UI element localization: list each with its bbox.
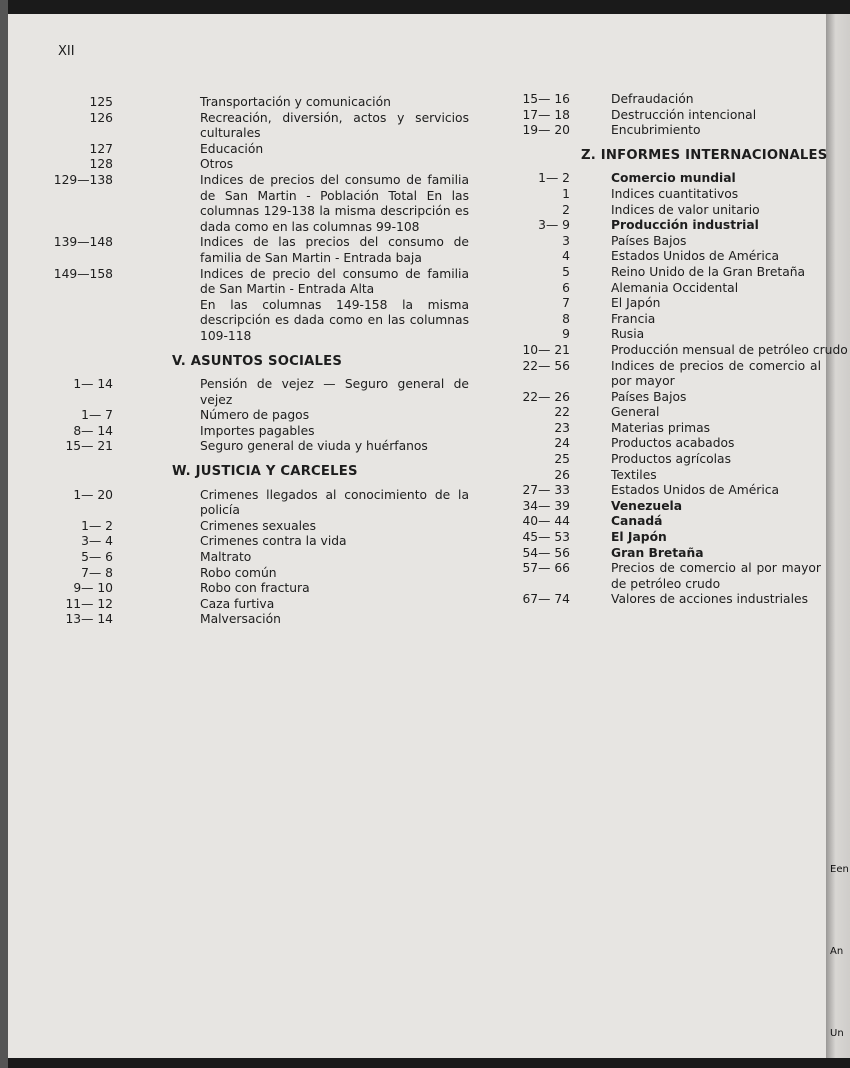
page-edge: [0, 0, 8, 1068]
entry-description: Defraudación: [611, 92, 694, 106]
index-entry: [40, 298, 469, 345]
entry-description: Producción industrial: [611, 218, 759, 233]
column-range: 149—158: [53, 266, 113, 281]
entry-description: Comercio mundial: [611, 171, 736, 186]
entry-description: Encubrimiento: [611, 123, 701, 138]
column-range: 9— 10: [73, 581, 113, 596]
entry-description: Educación: [200, 141, 264, 156]
index-entry: [500, 390, 850, 406]
index-entry: [40, 519, 469, 535]
index-entry: [500, 249, 850, 265]
index-entry: [500, 359, 850, 390]
entry-description: Otros: [200, 157, 234, 172]
entry-description: Valores de acciones industriales: [611, 592, 808, 607]
index-entry: [40, 424, 469, 440]
entry-description: Gran Bretaña: [611, 545, 704, 560]
index-entry: [500, 499, 850, 515]
column-range: 1— 20: [73, 487, 113, 502]
index-entry: [500, 281, 850, 297]
entry-description: Países Bajos: [611, 389, 687, 404]
left-column: [40, 95, 469, 628]
index-entry: [500, 483, 850, 499]
bleed-text: Een: [830, 864, 849, 875]
column-range: 127: [89, 141, 113, 156]
entry-description: Crimenes llegados al conocimiento de la policía: [200, 487, 469, 518]
index-entry: [500, 530, 850, 546]
index-entry: [40, 566, 469, 582]
index-entry: [500, 92, 850, 108]
entry-description: Venezuela: [611, 498, 683, 513]
column-range: 13— 14: [65, 612, 113, 627]
entry-description: General: [611, 405, 660, 420]
index-entry: [40, 377, 469, 408]
entry-description: Alemania Occidental: [611, 280, 739, 295]
column-range: 8— 14: [73, 423, 113, 438]
entry-description: Productos acabados: [611, 436, 735, 451]
index-entry: [500, 203, 850, 219]
column-range: 26: [554, 467, 570, 482]
index-entry: [500, 452, 850, 468]
page-number: XII: [58, 44, 75, 59]
column-range: 10— 21: [522, 342, 570, 357]
section-heading: Z. INFORMES INTERNACIONALES: [581, 147, 828, 163]
index-entry: [40, 612, 469, 628]
column-range: 3: [562, 233, 570, 248]
index-entry: [500, 171, 850, 187]
column-range: 5— 6: [81, 550, 113, 565]
entry-description: Crimenes contra la vida: [200, 534, 347, 549]
index-entry: [40, 550, 469, 566]
column-range: 1— 2: [538, 171, 570, 186]
column-range: 7: [562, 296, 570, 311]
index-entry: [500, 123, 850, 139]
entry-description: El Japón: [611, 530, 667, 545]
index-entry: [500, 561, 850, 592]
column-range: 2: [562, 202, 570, 217]
entry-description: Recreación, diversión, actos y servicios culturales: [200, 110, 469, 141]
entry-description: Destrucción intencional: [611, 107, 757, 122]
entry-description: El Japón: [611, 296, 661, 311]
column-range: 67— 74: [522, 592, 570, 607]
index-entry: [500, 343, 850, 359]
entry-description: Indices de valor unitario: [611, 202, 760, 217]
entry-description: Textiles: [611, 467, 657, 482]
entry-description: Estados Unidos de América: [611, 249, 780, 264]
index-entry: [500, 187, 850, 203]
column-range: 126: [89, 110, 113, 125]
index-entry: [500, 108, 850, 124]
index-entry: [500, 405, 850, 421]
column-range: 45— 53: [522, 530, 570, 545]
index-entry: [40, 95, 469, 111]
entry-description: En las columnas 149-158 la misma descripción es dada como en las columnas 109-118: [200, 297, 469, 343]
index-entry: [500, 327, 850, 343]
column-range: 15— 21: [65, 439, 113, 454]
index-entry: [40, 157, 469, 173]
entry-description: Caza furtiva: [200, 596, 275, 611]
column-range: 1: [562, 186, 570, 201]
column-range: 139—148: [53, 235, 113, 250]
entry-description: Producción mensual de petróleo crudo: [611, 342, 848, 357]
entry-description: Materias primas: [611, 420, 711, 435]
section-heading: W. JUSTICIA Y CARCELES: [172, 464, 358, 480]
entry-description: Seguro general de viuda y huérfanos: [200, 439, 428, 454]
index-entry: [40, 408, 469, 424]
right-column: [500, 92, 850, 608]
column-range: 3— 4: [81, 534, 113, 549]
index-entry: [500, 218, 850, 234]
column-range: 9: [562, 327, 570, 342]
entry-description: Indices de las precios del consumo de familia de San Martin - Entrada baja: [200, 235, 469, 265]
entry-description: Importes pagables: [200, 423, 315, 438]
entry-description: Países Bajos: [611, 233, 687, 248]
bleed-text: An: [830, 946, 844, 957]
index-entry: [40, 173, 469, 235]
column-range: 3— 9: [538, 218, 570, 233]
index-entry: [40, 534, 469, 550]
entry-description: Francia: [611, 311, 656, 326]
column-range: 34— 39: [522, 498, 570, 513]
index-entry: [40, 597, 469, 613]
column-range: 11— 12: [65, 596, 113, 611]
entry-description: Indices cuantitativos: [611, 186, 739, 201]
index-entry: [500, 421, 850, 437]
entry-description: Crimenes sexuales: [200, 518, 317, 533]
entry-description: Indices de precios de comercio al por mayor: [611, 358, 821, 389]
entry-description: Indices de precios del consumo de familia de San Martin - Población Total En las columnas 129-138 la misma descripción es dada como en las columnas 99-108: [200, 172, 469, 234]
column-range: 27— 33: [522, 483, 570, 498]
index-entry: [40, 488, 469, 519]
column-range: 7— 8: [81, 565, 113, 580]
index-entry: [500, 312, 850, 328]
section-heading: V. ASUNTOS SOCIALES: [172, 353, 343, 369]
entry-description: Transportación y comunicación: [200, 95, 391, 109]
column-range: 125: [89, 95, 113, 109]
entry-description: Pensión de vejez — Seguro general de vejez: [200, 377, 469, 407]
entry-description: Estados Unidos de América: [611, 483, 780, 498]
column-range: 57— 66: [522, 561, 570, 576]
entry-description: Indices de precio del consumo de familia de San Martin - Entrada Alta: [200, 266, 469, 297]
column-range: 8: [562, 311, 570, 326]
entry-description: Número de pagos: [200, 408, 310, 423]
column-range: 22— 56: [522, 358, 570, 373]
column-range: 1— 7: [81, 408, 113, 423]
column-range: 5: [562, 264, 570, 279]
index-entry: [40, 439, 469, 455]
column-range: 24: [554, 436, 570, 451]
bleed-text: Un: [830, 1028, 844, 1039]
column-range: 1— 14: [73, 377, 113, 392]
index-entry: [40, 111, 469, 142]
column-range: 22— 26: [522, 389, 570, 404]
entry-description: Robo con fractura: [200, 581, 310, 596]
column-range: 19— 20: [522, 123, 570, 138]
column-range: 40— 44: [522, 514, 570, 529]
entry-description: Malversación: [200, 612, 281, 627]
column-range: 1— 2: [81, 518, 113, 533]
index-entry: [40, 581, 469, 597]
column-range: 129—138: [53, 172, 113, 187]
entry-description: Maltrato: [200, 550, 252, 565]
index-entry: [500, 234, 850, 250]
column-range: 4: [562, 249, 570, 264]
entry-description: Productos agrícolas: [611, 452, 731, 467]
column-range: 15— 16: [522, 92, 570, 106]
index-entry: [40, 235, 469, 266]
entry-description: Rusia: [611, 327, 645, 342]
index-entry: [500, 514, 850, 530]
index-entry: [500, 592, 850, 608]
index-entry: [500, 296, 850, 312]
column-range: 22: [554, 405, 570, 420]
index-entry: [500, 265, 850, 281]
column-range: 25: [554, 452, 570, 467]
column-range: 17— 18: [522, 107, 570, 122]
column-range: 23: [554, 420, 570, 435]
column-range: 128: [89, 157, 113, 172]
entry-description: Precios de comercio al por mayor de petróleo crudo: [611, 561, 821, 591]
column-range: 54— 56: [522, 545, 570, 560]
entry-description: Canadá: [611, 514, 663, 529]
index-entry: [500, 468, 850, 484]
entry-description: Robo común: [200, 565, 277, 580]
index-entry: [500, 546, 850, 562]
index-entry: [500, 436, 850, 452]
entry-description: Reino Unido de la Gran Bretaña: [611, 264, 806, 279]
column-range: 6: [562, 280, 570, 295]
index-entry: [40, 267, 469, 298]
index-entry: [40, 142, 469, 158]
